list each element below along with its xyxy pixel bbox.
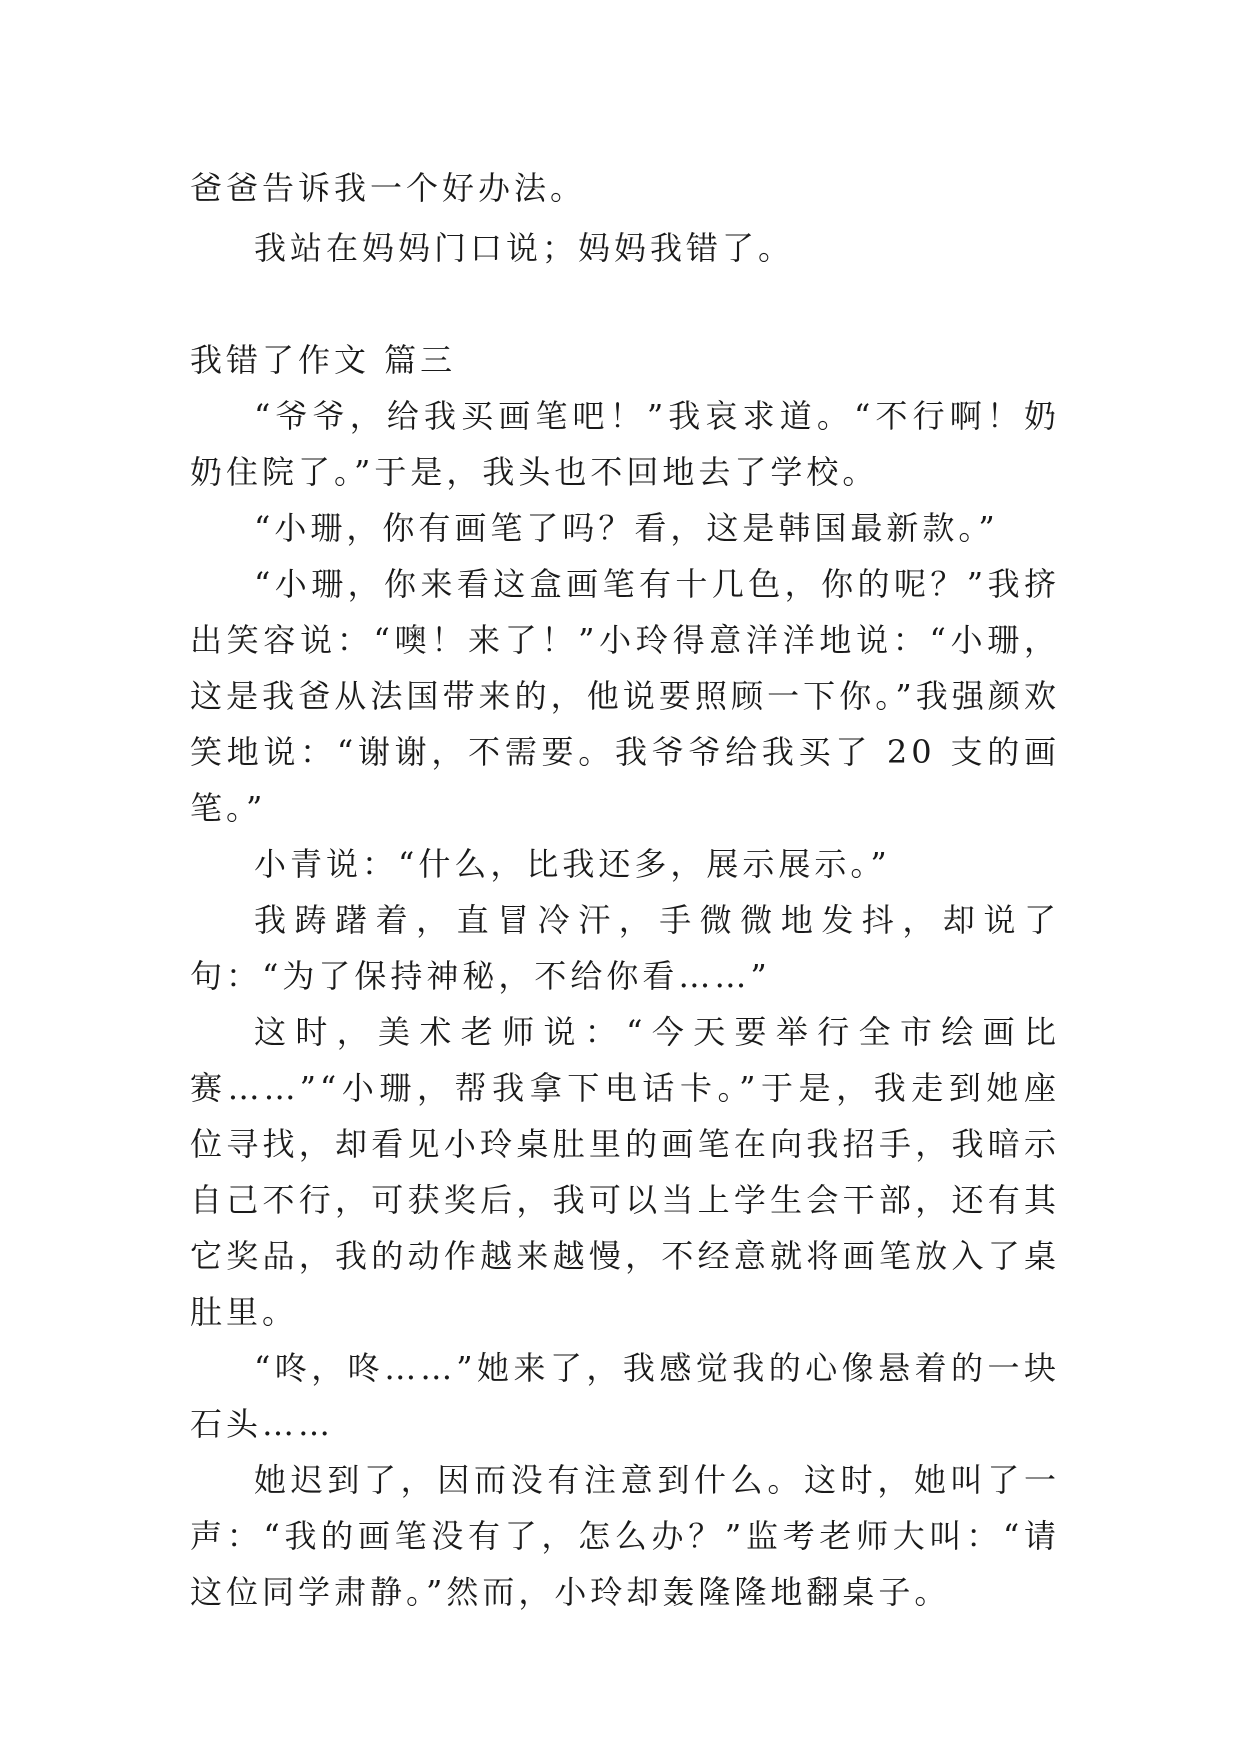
document-body — [190, 160, 1060, 1620]
section-title: 我错了作文 篇三 — [190, 341, 457, 379]
paragraph: “爷爷，给我买画笔吧！”我哀求道。“不行啊！奶奶住院了。”于是，我头也不回地去了学校。 — [190, 397, 1060, 491]
paragraph: 这时，美术老师说：“今天要举行全市绘画比赛……”“小珊，帮我拿下电话卡。”于是，我走到她座位寻找，却看见小玲桌肚里的画笔在向我招手，我暗示自己不行，可获奖后，我可以当上学生会干部，还有其它奖品，我的动作越来越慢，不经意就将画笔放入了桌肚里。 — [190, 1013, 1060, 1331]
paragraph: “咚，咚……”她来了，我感觉我的心像悬着的一块石头…… — [190, 1349, 1060, 1443]
paragraph: 我站在妈妈门口说；妈妈我错了。 — [254, 229, 795, 267]
paragraph: 她迟到了，因而没有注意到什么。这时，她叫了一声：“我的画笔没有了，怎么办？”监考老师大叫：“请这位同学肃静。”然而，小玲却轰隆隆地翻桌子。 — [190, 1461, 1060, 1611]
paragraph: “小珊，你来看这盒画笔有十几色，你的呢？”我挤出笑容说：“噢！来了！”小玲得意洋洋地说：“小珊，这是我爸从法国带来的，他说要照顾一下你。”我强颜欢笑地说：“谢谢，不需要。我爷爷给我买了 20 支的画笔。” — [190, 565, 1060, 827]
paragraph-continuation: 爸爸告诉我一个好办法。 — [190, 169, 587, 207]
paragraph: 小青说：“什么，比我还多，展示展示。” — [254, 845, 891, 883]
paragraph: “小珊，你有画笔了吗？看，这是韩国最新款。” — [254, 509, 999, 547]
paragraph: 我踌躇着，直冒冷汗，手微微地发抖，却说了句：“为了保持神秘，不给你看……” — [190, 901, 1060, 995]
